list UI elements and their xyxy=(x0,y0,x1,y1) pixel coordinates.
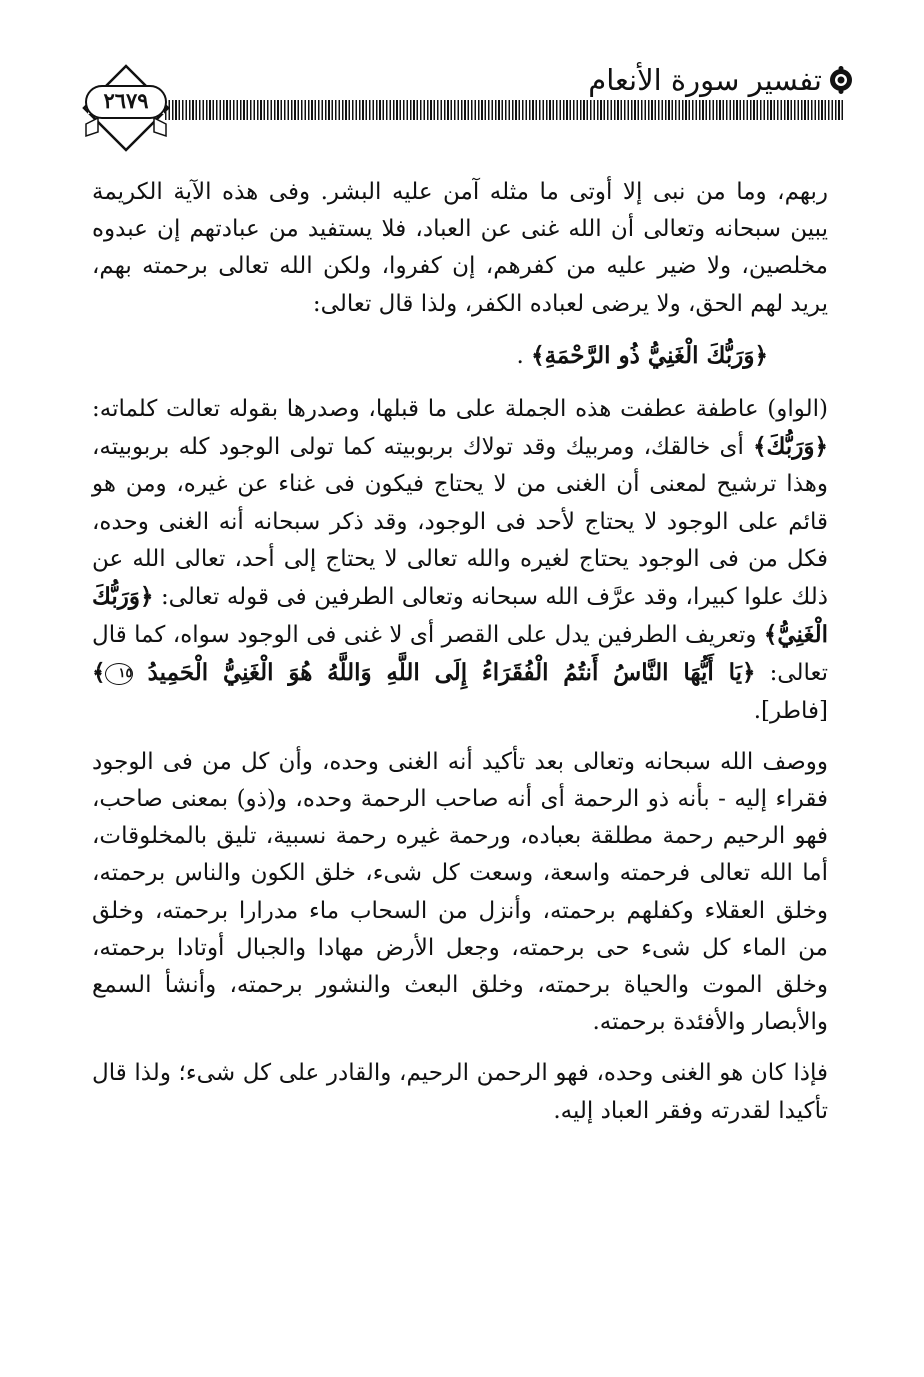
body-text xyxy=(92,174,828,1130)
verse-period: . xyxy=(516,342,524,369)
header-rule xyxy=(165,100,844,120)
paragraph-3: ووصف الله سبحانه وتعالى بعد تأكيد أنه الغنى وحده، وأن كل من فى الوجود فقراء إليه - بأنه ذو الرحمة أى أنه صاحب الرحمة وحده، و(ذو) بمعنى صاحب، فهو الرحيم رحمة مطلقة بعباده، ورحمة غيره رحمة نسبية، تليق بالمخلوقات، أما الله تعالى فرحمته واسعة، وسعت كل شىء، خلق الكون والناس برحمته، وخلق العقلاء وكفلهم برحمته، وأنزل من السحاب ماء مدرارا برحمته، وخلق من الماء كل شىء حى برحمته، وجعل الأرض مهادا والجبال أوتادا برحمته، وخلق الموت والحياة برحمته، وخلق البعث والنشور برحمته، وأنشأ السمع والأبصار والأفئدة برحمته. xyxy=(92,748,828,1036)
quran-verse-line xyxy=(92,337,768,375)
quote-fatir-verse-end: ﴾ xyxy=(92,659,106,687)
quote-fatir-verse: ﴿يَا أَيُّهَا النَّاسُ أَنتُمُ الْفُقَرَاءُ إِلَى اللَّهِ وَاللَّهُ هُوَ الْغَنِيُّ الْحَمِيدُ xyxy=(147,659,756,687)
running-title: تفسير سورة الأنعام xyxy=(588,63,822,97)
paragraph-2-part-c: وتعريف الطرفين يدل على القصر أى لا غنى فى الوجود سواه، كما قال تعالى: xyxy=(92,622,828,687)
quote-warabbuka: ﴿وَرَبُّكَ﴾ xyxy=(753,433,829,461)
ayah-number-marker: ١٥ xyxy=(105,663,133,685)
page-number: ٢٦٧٩ xyxy=(103,88,149,113)
ornament-icon xyxy=(828,66,854,94)
paragraph-4: فإذا كان هو الغنى وحده، فهو الرحمن الرحيم، والقادر على كل شىء؛ ولذا قال تأكيدا لقدرته وفقر العباد إليه. xyxy=(92,1060,828,1124)
paragraph-2 xyxy=(92,391,828,730)
quote-warabbuka-alghani: ﴿وَرَبُّكَ الْغَنِيُّ﴾ xyxy=(92,583,828,649)
paragraph-2-part-b: أى خالقك، ومربيك وقد تولاك بربوبيته كما تولى الوجود كله بربوبيته، وهذا ترشيح لمعنى أن الغنى من لا يحتاج فيكون فى غناء عن غيره، ومن هو قائم على الوجود لا يحتاج لأحد فى الوجود، وقد ذكر سبحانه أنه الغنى وحده، فكل من فى الوجود يحتاج لغيره والله تعالى لا يحتاج إلى أحد، تعالى الله عن ذلك علوا كبيرا، وقد عرَّف الله سبحانه وتعالى الطرفين فى قوله تعالى: xyxy=(92,434,829,611)
quran-verse: ﴿وَرَبُّكَ الْغَنِيُّ ذُو الرَّحْمَةِ﴾ xyxy=(531,341,768,369)
page-header xyxy=(0,0,924,170)
paragraph-1: ربهم، وما من نبى إلا أوتى ما مثله آمن عليه البشر. وفى هذه الآية الكريمة يبين سبحانه وتعالى أن الله غنى عن العباد، فلا يستفيد من عبادتهم إن عبدوه مخلصين، ولا ضير عليه من كفرهم، إن كفروا، ولكن الله تعالى برحمته بهم، يريد لهم الحق، ولا يرضى لعباده الكفر، ولذا قال تعالى: xyxy=(92,179,828,317)
surah-reference: [فاطر]. xyxy=(753,697,828,724)
paragraph-2-part-a: (الواو) عاطفة عطفت هذه الجملة على ما قبلها، وصدرها بقوله تعالت كلماته: xyxy=(92,396,828,423)
